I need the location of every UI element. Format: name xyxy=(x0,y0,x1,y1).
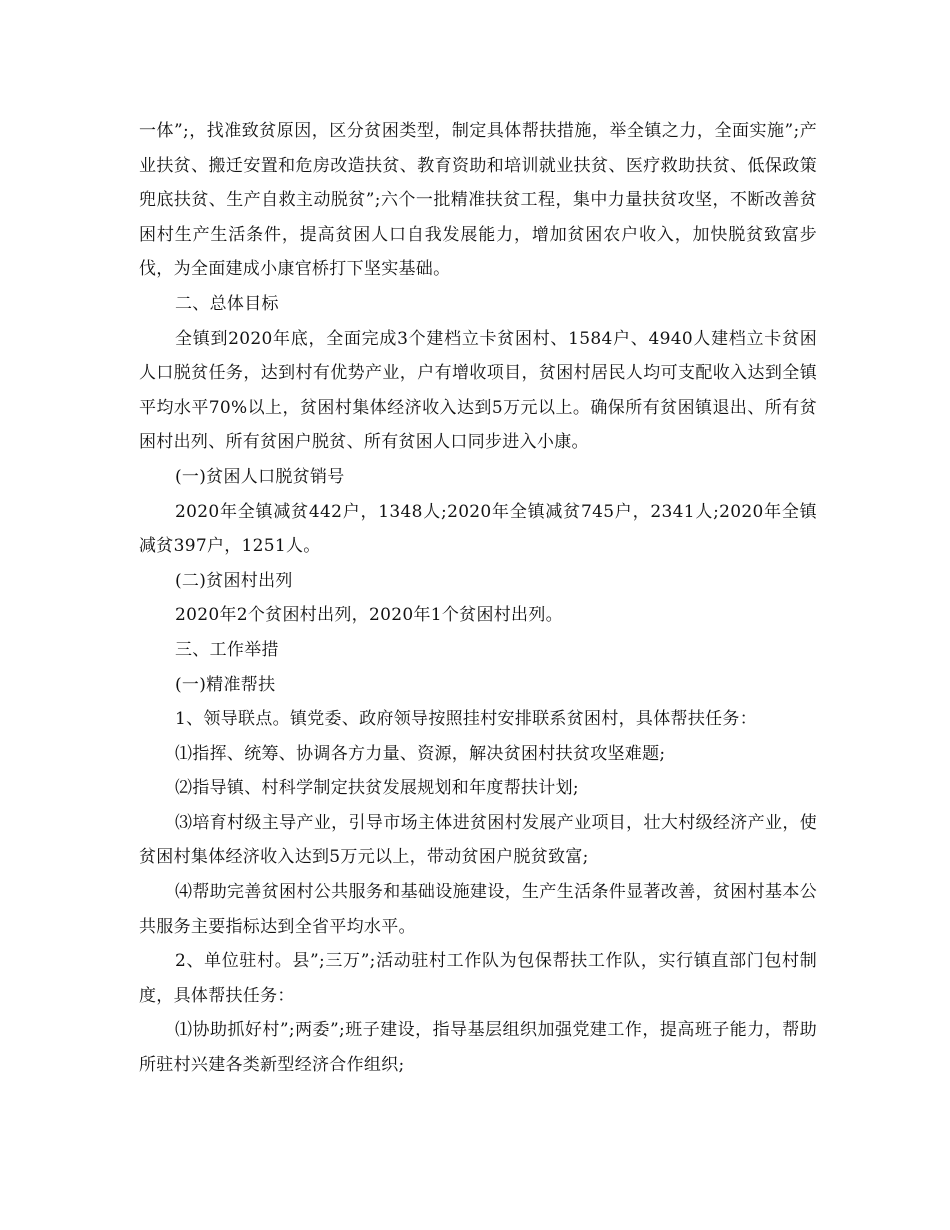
paragraph-poor-village-exit: 2020年2个贫困村出列，2020年1个贫困村出列。 xyxy=(175,605,563,626)
heading-overall-goals: 二、总体目标 xyxy=(175,293,279,314)
paragraph-poverty-alleviation-projects: 一体”;，找准致贫原因，区分贫困类型，制定具体帮扶措施，举全镇之力，全面实施”;产业扶贫、搬迁安置和危房改造扶贫、教育资助和培训就业扶贫、医疗救助扶贫、低保政策兜底扶贫、生产自救主动脱贫”;六个一批精准扶贫工程，集中力量扶贫攻坚，不断改善贫困村生产生活条件，提高贫困人口自我发展能力，增加贫困农户收入，加快脱贫致富步伐，为全面建成小康官桥打下坚实基础。 xyxy=(139,121,817,280)
list-item-unit-task-1: ⑴协助抓好村”;两委”;班子建设，指导基层组织加强党建工作，提高班子能力，帮助所驻村兴建各类新型经济合作组织; xyxy=(139,1020,817,1076)
document-body xyxy=(139,114,817,1083)
heading-precise-assistance: (一)精准帮扶 xyxy=(175,674,276,695)
paragraph-poverty-reduction-numbers: 2020年全镇减贫442户，1348人;2020年全镇减贫745户，2341人;2020年全镇减贫397户，1251人。 xyxy=(139,501,817,557)
paragraph-unit-stationed-village: 2、单位驻村。县”;三万”;活动驻村工作队为包保帮扶工作队，实行镇直部门包村制度，具体帮扶任务： xyxy=(139,951,817,1006)
list-item-task-4: ⑷帮助完善贫困村公共服务和基础设施建设，生产生活条件显著改善，贫困村基本公共服务主要指标达到全省平均水平。 xyxy=(139,882,817,937)
heading-poverty-population-removal: (一)贫困人口脱贫销号 xyxy=(175,466,345,487)
paragraph-leader-contact: 1、领导联点。镇党委、政府领导按照挂村安排联系贫困村，具体帮扶任务： xyxy=(175,709,758,730)
heading-work-measures: 三、工作举措 xyxy=(175,639,279,660)
list-item-task-2: ⑵指导镇、村科学制定扶贫发展规划和年度帮扶计划; xyxy=(175,778,579,799)
paragraph-overall-goals: 全镇到2020年底，全面完成3个建档立卡贫困村、1584户、4940人建档立卡贫困人口脱贫任务，达到村有优势产业，户有增收项目，贫困村居民人均可支配收入达到全镇平均水平70%以上，贫困村集体经济收入达到5万元以上。确保所有贫困镇退出、所有贫困村出列、所有贫困户脱贫、所有贫困人口同步进入小康。 xyxy=(139,328,817,453)
list-item-task-1: ⑴指挥、统筹、协调各方力量、资源，解决贫困村扶贫攻坚难题; xyxy=(175,743,666,764)
list-item-task-3: ⑶培育村级主导产业，引导市场主体进贫困村发展产业项目，壮大村级经济产业，使贫困村集体经济收入达到5万元以上，带动贫困户脱贫致富; xyxy=(139,812,817,868)
heading-poor-village-exit: (二)贫困村出列 xyxy=(175,570,293,591)
